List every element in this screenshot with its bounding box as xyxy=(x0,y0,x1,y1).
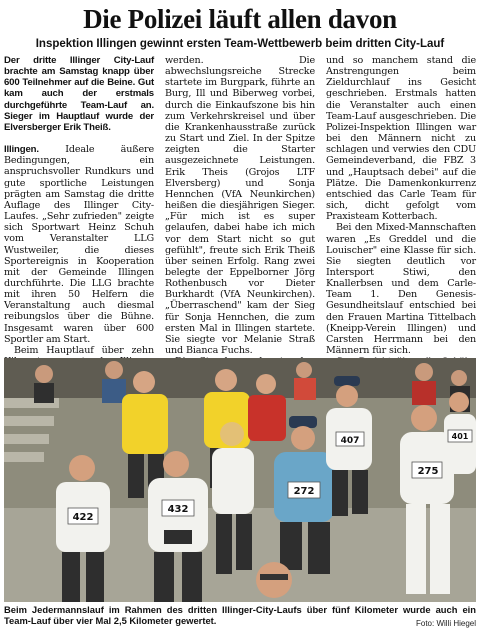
article-column-3 xyxy=(326,55,476,355)
dateline: Illingen. xyxy=(4,144,39,156)
bib-number: 401 xyxy=(451,432,469,441)
photo-caption: Beim Jedermannslauf im Rahmen des dritten Illinger-City-Laufs über fünf Kilometer wurde auch ein Team-Lauf über vier Mal 2,5 Kilometer gewertet. xyxy=(4,604,476,626)
bib-number: 272 xyxy=(293,486,315,497)
runners-illustration xyxy=(4,358,476,602)
bib-number: 432 xyxy=(167,504,189,515)
article-paragraph: Beim Hauptlauf über zehn xyxy=(14,344,154,356)
article-body xyxy=(4,55,476,355)
article-paragraph xyxy=(4,144,154,345)
race-photo xyxy=(4,358,476,602)
paragraph-text: Ideale äußere Bedingungen, ein anspruchsvoller Rundkurs und gute sportliche Leistungen prägten am Samstag die dritte Auflage des Illinger City-Laufes. „Sehr zufrieden" zeigte sich Sportwart Heinz Schuh vom Veranstalter LLG Wustweiler, die dieses Sportereignis in Kooperation mit der Gemeinde Illingen durchführte. Die LLG brachte mit ihren 50 Helfern die Veranstaltung auch diesmal reibungslos über die Bühne. Insgesamt waren über 600 Sportler am Start. xyxy=(4,144,155,345)
article-paragraph: und so manchem stand die Anstrengungen beim Zieldurchlauf ins Gesicht geschrieben. Erstmals hatten die Veranstalter auch einen Team-Lauf ausgeschrieben. Die Polizei-Inspektion Illingen war bei den Männern nicht zu schlagen und verwies den CDU Gemeindeverband, die FBZ 3 und „Hauptsach debei" auf die Plätze. Die Damenkonkurrenz entschied das Carle Team für sich, dicht gefolgt vom Praxisteam Kotterbach. xyxy=(326,55,476,223)
article-subheadline: Inspektion Illingen gewinnt ersten Team-Wettbewerb beim dritten City-Lauf xyxy=(35,38,445,50)
article-column-1 xyxy=(4,55,154,355)
runner xyxy=(256,562,292,598)
bib-number: 422 xyxy=(72,512,94,523)
article-paragraph: Bei den Mixed-Mannschaften waren „Es Greddel und die Louischer" eine Klasse für sich. Sie siegten deutlich vor Intersport Stiwi, den Knallerbsen und dem Carle-Team 1. Den Genesis-Gesundheitslauf entschied bei den Frauen Martina Tittelbach (Kneipp-Verein Illingen) und Carsten Herrmann bei den Männern für sich. xyxy=(326,222,476,357)
bib-number: 275 xyxy=(417,466,439,477)
article-column-2 xyxy=(165,55,315,355)
bib-number: 407 xyxy=(340,436,360,446)
step xyxy=(4,416,54,426)
photo-credit: Foto: Willi Hiegel xyxy=(415,619,476,628)
article-headline: Die Polizei läuft allen davon xyxy=(83,4,397,34)
step xyxy=(4,434,49,444)
article-paragraph: werden. Die abwechslungsreiche Strecke startete im Burgpark, führte an Burg, Ill und Biberweg vorbei, durch die Einkaufszone bis hin zum Verkehrskreisel und über die Krankenhausstraße zurück zu Start und Ziel. In der Spitze zeigten die Starter ausgezeichnete Leistungen. Erik Theis (Grojos LTF Elversberg) und Sonja Hennchen (VfA Neunkirchen) heißen die diesjährigen Sieger. „Für mich ist es super gelaufen, dabei habe ich mich vor dem Start nicht so gut gefühlt", freute sich Erik Theiß über seinen Erfolg. Rang zwei belegte der Eppelborner Jörg Rothenbusch vor Dieter Burkhardt (VfA Neunkirchen). „Überraschend" kam der Sieg für Sonja Hennchen, die zum ersten Mal in Illingen startete. Sie siegte vor Melanie Straß und Bianca Fuchs. xyxy=(165,55,315,357)
article-lead: Der dritte Illinger City-Lauf brachte am Samstag knapp über 600 Teilnehmer auf die Beine. Gut kam auch der erstmals durchgeführte Team-Lauf an. Sieger im Hauptlauf wurde der Elversberger Erik Theiß. xyxy=(4,55,154,133)
step xyxy=(4,452,44,462)
